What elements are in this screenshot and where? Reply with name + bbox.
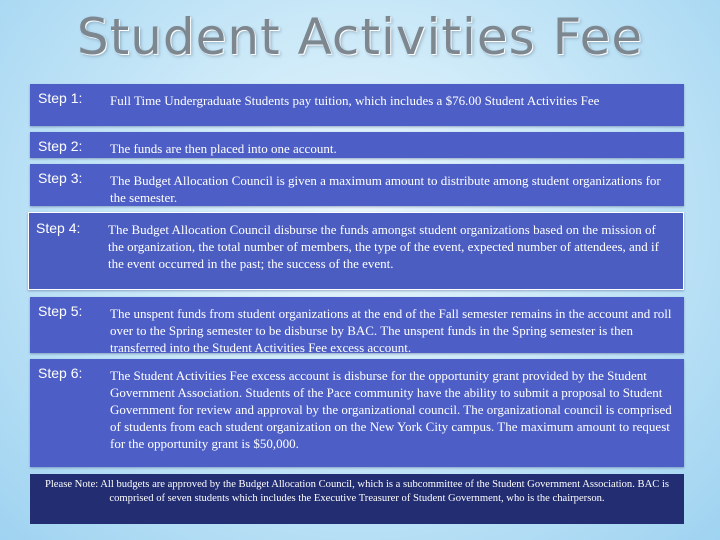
step-5-label: Step 5:	[38, 303, 83, 319]
step-2-box	[30, 132, 684, 158]
step-6-text: The Student Activities Fee excess account is disburse for the opportunity grant provided by the Student Government Association. Students of the Pace community have the ability to submit a proposal to Student Government for review and approval by the organizational council. The organizational council is comprised of students from each student organization on the New York City campus. The maximum amount to request for the opportunity grant is $50,000.	[110, 368, 672, 451]
step-4-label: Step 4:	[36, 220, 81, 236]
step-2-label: Step 2:	[38, 138, 83, 154]
step-1-box	[30, 84, 684, 126]
step-5-text: The unspent funds from student organizations at the end of the Fall semester remains in the account and roll over to the Spring semester to be disburse by BAC. The unspent funds in the Spring semester is then transferred into the Student Activities Fee excess account.	[110, 306, 672, 355]
step-3-text: The Budget Allocation Council is given a maximum amount to distribute among student organizations for the semester.	[110, 173, 661, 205]
step-3-label: Step 3:	[38, 170, 83, 186]
step-4-box	[28, 212, 684, 290]
step-5-box	[30, 297, 684, 353]
step-3-box	[30, 164, 684, 206]
step-2-text: The funds are then placed into one account.	[110, 141, 337, 156]
step-4-text: The Budget Allocation Council disburse the funds amongst student organizations based on the mission of the organization, the total number of members, the type of the event, expected number of attendees, and if the event occurred in the past; the success of the event.	[108, 222, 659, 271]
slide-title: Student Activities Fee	[76, 8, 644, 66]
step-1-label: Step 1:	[38, 90, 83, 106]
step-1-text: Full Time Undergraduate Students pay tuition, which includes a $76.00 Student Activities Fee	[110, 93, 600, 108]
note-box: Please Note: All budgets are approved by the Budget Allocation Council, which is a subcommittee of the Student Government Association. BAC is comprised of seven students which includes the Executive Treasurer of Student Government, who is the chairperson.	[30, 474, 684, 524]
step-6-label: Step 6:	[38, 365, 83, 381]
step-6-box	[30, 359, 684, 467]
